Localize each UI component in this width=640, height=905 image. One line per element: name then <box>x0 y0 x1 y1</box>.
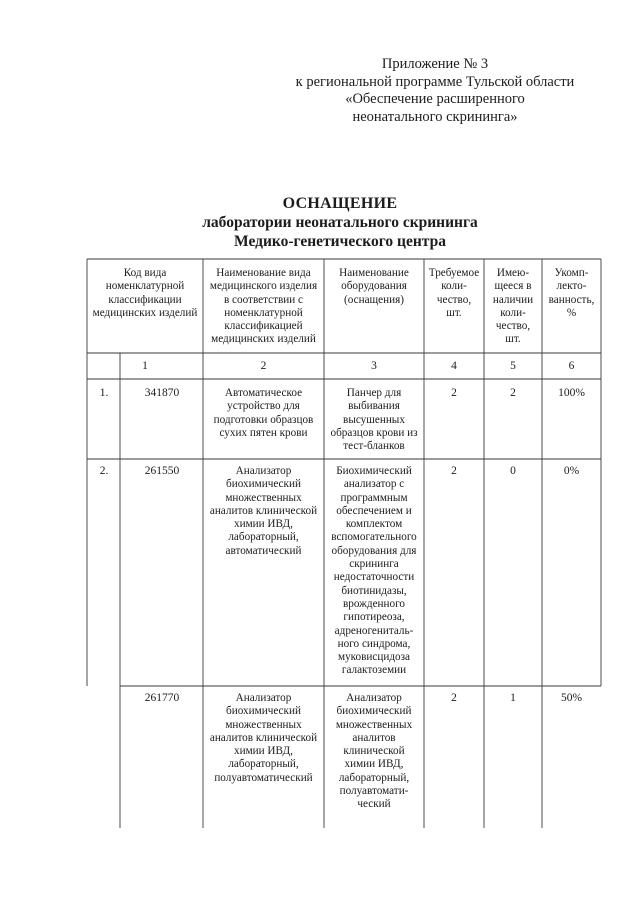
appendix-line: Приложение № 3 <box>381 56 489 72</box>
header-type-name: Наименование вида медицинского изделия в соответствии с номенклатурной классификацией медицинских изделий <box>209 267 318 346</box>
header-available: Имею- щееся в наличии коли- чество, шт. <box>492 267 534 346</box>
row-index: 2. <box>99 465 109 477</box>
row-equipment: Биохимический анализатор с программным обеспечением и комплектом вспомогательного оборудования для скрининга недостаточности биотинидазы, врожденного гипотиреоза, адреногениталь- ного синдрома, муковисцидоза галактоземии <box>331 465 417 677</box>
row-type-name: Анализатор биохимический множественных аналитов клинической химии ИВД, лабораторный, полуавтоматический <box>209 692 318 784</box>
header-equipment: Наименование оборудования (оснащения) <box>339 267 409 306</box>
header-code: Код вида номенклатурной классификации медицинских изделий <box>92 267 198 319</box>
header-required: Требуемое коли- чество, шт. <box>428 267 480 319</box>
row-available: 2 <box>510 387 516 399</box>
row-equipment: Анализатор биохимический множественных аналитов клинической химии ИВД, лабораторный, полуавтомати- ческий <box>335 692 413 811</box>
row-completeness: 100% <box>558 387 585 399</box>
row-available: 1 <box>510 692 516 704</box>
appendix-line: «Обеспечение расширенного <box>345 91 525 107</box>
row-index: 1. <box>99 387 109 399</box>
column-number-2: 2 <box>260 360 267 372</box>
row-completeness: 50% <box>560 692 583 704</box>
row-available: 0 <box>510 465 516 477</box>
row-required: 2 <box>451 465 457 477</box>
row-code: 261770 <box>144 692 180 704</box>
row-completeness: 0% <box>563 465 580 477</box>
header-completeness: Укомп- лекто- ванность, % <box>548 267 595 319</box>
row-type-name: Анализатор биохимический множественных аналитов клинической химии ИВД, лабораторный, автоматический <box>209 465 318 557</box>
row-required: 2 <box>451 387 457 399</box>
row-code: 261550 <box>144 465 180 477</box>
column-number-1: 1 <box>142 360 148 372</box>
title-line-2: лаборатории неонатального скрининга <box>202 214 478 231</box>
title-line-3: Медико-генетического центра <box>234 233 446 250</box>
title-line-1: ОСНАЩЕНИЕ <box>282 195 398 212</box>
row-required: 2 <box>451 692 457 704</box>
row-code: 341870 <box>144 387 180 399</box>
row-type-name: Автоматическое устройство для подготовки образцов сухих пятен крови <box>213 387 314 439</box>
column-number-6: 6 <box>568 360 575 372</box>
row-equipment: Панчер для выбивания высушенных образцов крови из тест-бланков <box>330 387 418 453</box>
column-number-4: 4 <box>451 360 457 372</box>
appendix-line: неонатального скрининга» <box>352 108 518 125</box>
column-number-5: 5 <box>510 360 516 372</box>
column-number-3: 3 <box>371 360 377 372</box>
appendix-line: к региональной программе Тульской области <box>295 73 575 90</box>
